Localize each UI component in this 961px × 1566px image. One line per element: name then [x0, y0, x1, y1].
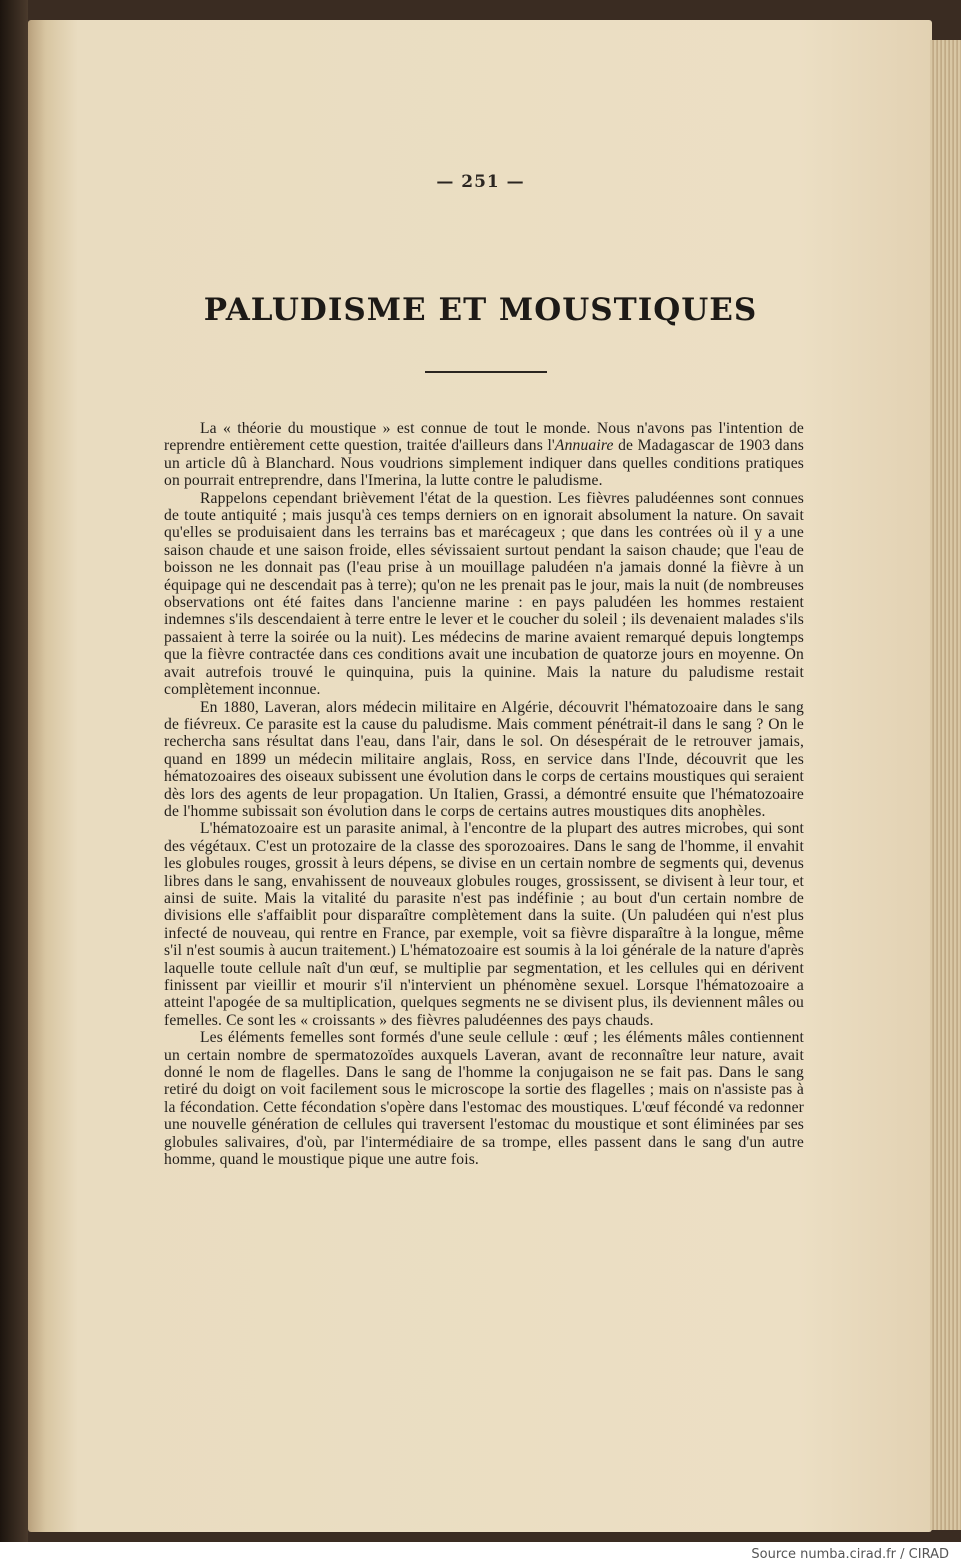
page-number: — 251 — [436, 172, 525, 192]
article-body [164, 420, 804, 1168]
paragraph-4: L'hématozoaire est un parasite animal, à l'encontre de la plupart des autres microbes, qui sont des végétaux. C'est un protozaire de la classe des sporozoaires. Dans le sang de l'homme, il envahit les globules rouges, grossit à leurs dépens, se divise en un certain nombre de segments qui, devenus libres dans le sang, envahissent de nouveaux globules rouges, grossissent, se divisent à leur tour, et ainsi de suite. Mais la vitalité du parasite n'est pas indéfinie ; au bout d'un certain nombre de divisions elle s'affaiblit pour disparaître complètement dans la suite. (Un paludéen qui n'est plus infecté de nouveau, qui rentre en France, par exemple, voit sa fièvre disparaître à la longue, même s'il n'est soumis à aucun traitement.) L'hématozoaire est soumis à la loi générale de la nature d'après laquelle toute cellule naît d'un œuf, se multiplie par segmentation, et les cellules qui en dérivent finissent par vieillir et mourir s'il n'intervient un phénomène sexuel. Lorsque l'hématozoaire a atteint l'apogée de sa multiplication, quelques segments ne se divisent plus, ils deviennent mâles ou femelles. Ce sont les « croissants » des fièvres paludéennes des pays chauds. [164, 820, 804, 1029]
article-title: PALUDISME ET MOUSTIQUES [203, 292, 758, 328]
paragraph-1: La « théorie du moustique » est connue de tout le monde. Nous n'avons pas l'intention de reprendre entièrement cette question, traitée d'ailleurs dans l'Annuaire de Madagascar de 1903 dans un article dû à Blanchard. Nous voudrions simplement indiquer dans quelles conditions pratiques on pourrait entreprendre, dans l'Imerina, la lutte contre le paludisme. [164, 420, 804, 490]
book-spine-shadow [0, 0, 28, 1542]
title-rule [425, 371, 547, 373]
source-credit: Source numba.cirad.fr / CIRAD [751, 1547, 949, 1562]
paragraph-2: Rappelons cependant brièvement l'état de la question. Les fièvres paludéennes sont connues de toute antiquité ; mais jusqu'à ces temps derniers on en ignorait absolument la nature. On savait qu'elles se produisaient dans les terrains bas et marécageux ; que dans les contrées où il y a une saison chaude et une saison froide, elles sévissaient surtout pendant la saison chaude; que l'eau de boisson ne les donnait pas (l'eau prise à un mouillage paludéen n'a jamais donné la fièvre à un équipage qui ne descendait pas à terre); qu'on ne les prenait pas le jour, mais la nuit (de nombreuses observations ont été faites dans l'ancienne marine : en pays paludéen les hommes restaient indemnes s'ils descendaient à terre entre le lever et le coucher du soleil ; ils devenaient malades s'ils passaient à terre la soirée ou la nuit). Les médecins de marine avaient remarqué depuis longtemps que la fièvre contractée dans ces conditions avait une incubation de quatorze jours en moyenne. On avait autrefois trouvé le quinquina, puis la quinine. Mais la nature du paludisme restait complètement inconnue. [164, 489, 804, 699]
paragraph-5: Les éléments femelles sont formés d'une seule cellule : œuf ; les éléments mâles contiennent un certain nombre de spermatozoïdes auxquels Laveran, avant de reconnaître leur nature, avait donné le nom de flagelles. Dans le sang de l'homme la conjugaison ne se fait pas. Dans le sang retiré du doigt on voit facilement sous le microscope la sortie des flagelles ; mais on n'assiste pas à la fécondation. Cette fécondation s'opère dans l'estomac des moustiques. L'œuf fécondé va redonner une nouvelle génération de cellules qui traversent l'estomac du moustique et sont éliminées par ses globules salivaires, d'où, par l'intermédiaire de sa trompe, elles passent dans le sang d'un autre homme, quand le moustique pique une autre fois. [164, 1029, 804, 1169]
page-edges [930, 40, 961, 1530]
paragraph-3: En 1880, Laveran, alors médecin militaire en Algérie, découvrit l'hématozoaire dans le sang de fiévreux. Ce parasite est la cause du paludisme. Mais comment pénétrait-il dans le sang ? On le rechercha sans résultat dans l'eau, dans l'air, dans le sol. On désespérait de le retrouver jamais, quand en 1899 un médecin militaire anglais, Ross, en service dans l'Inde, découvrit que les hématozoaires des oiseaux subissent une évolution dans le corps de certains moustiques qui seraient dès lors des agents de leur propagation. Un Italien, Grassi, a démontré ensuite que l'hématozoaire de l'homme subissait son évolution dans le corps de certains autres moustiques dits anophèles. [164, 698, 804, 820]
annuaire-italic: Annuaire [554, 437, 614, 455]
